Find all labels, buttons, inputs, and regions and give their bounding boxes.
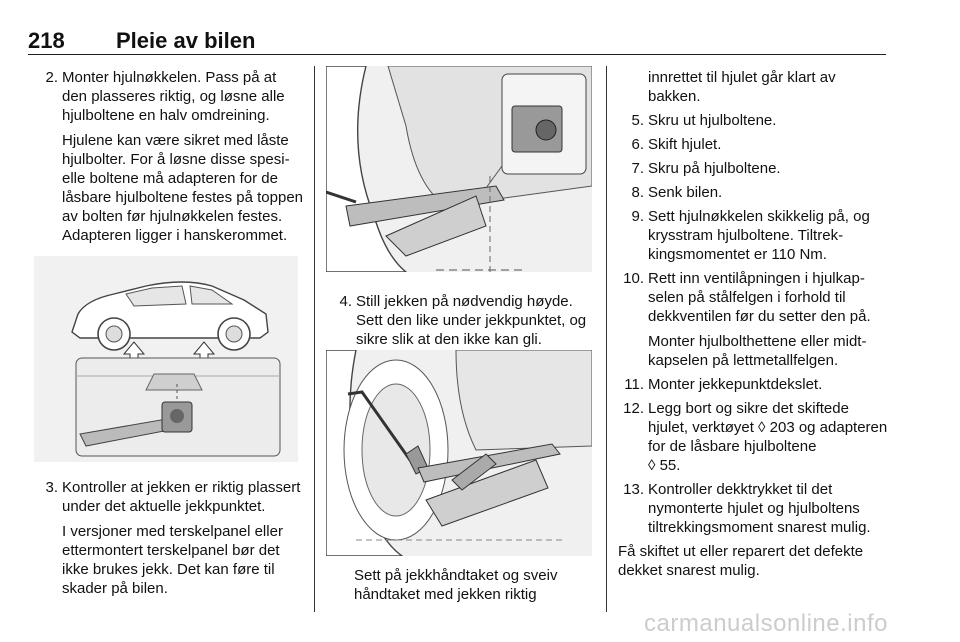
page-header (28, 28, 888, 54)
step-number: 4. (339, 293, 352, 310)
step-12 (618, 399, 890, 475)
step-text: Monter jekkepunktdekslet. (648, 376, 823, 393)
column-2 (330, 292, 592, 354)
step-8 (618, 183, 890, 202)
step-number: 8. (631, 184, 644, 201)
step-10 (618, 269, 890, 370)
step-text: Legg bort og sikre det skiftede hjulet, verktøyet (648, 400, 849, 436)
step-text: Skru på hjulboltene. (648, 160, 781, 177)
step-number: 6. (631, 136, 644, 153)
closing-paragraph: Få skiftet ut eller reparert det defekte dekket snarest mulig. (618, 543, 864, 579)
step-13 (618, 480, 890, 537)
column-divider-1 (314, 66, 315, 612)
step-4 (330, 292, 592, 349)
page-number: 218 (28, 28, 65, 53)
step-text: Sett hjulnøkkelen skikkelig på, og krysstram hjulboltene. Tiltrekkingsmomentet er 110 Nm. (648, 208, 870, 263)
step-note: Monter hjulbolthettene eller midtkapselen på lettmetallfelgen. (648, 333, 867, 369)
step-text: Kontroller at jekken er riktig plassert under det aktuelle jekkpunktet. (62, 479, 301, 515)
step-number: 9. (631, 208, 644, 225)
step-text: Senk bilen. (648, 184, 723, 201)
step-text: Skift hjulet. (648, 136, 722, 153)
page-reference-icon[interactable]: ◊ (758, 419, 766, 436)
step-number: 5. (631, 112, 644, 129)
step-4-continuation: innrettet til hjulet går klart av bakken. (648, 69, 836, 105)
page-reference[interactable]: 55. (655, 457, 681, 474)
step-text: Rett inn ventilåpningen i hjulkapselen på stålfelgen i forhold til dekkventilen før du setter den på. (648, 270, 871, 325)
step-note: Hjulene kan være sikret med låste hjulbolter. For å løsne disse spesielle boltene må adapteren for de låsbare hjulboltene festes på toppen av bolten før hjulnøkkelen festes. Adapteren ligger i hanskerommet. (62, 132, 304, 244)
step-text: Monter hjulnøkkelen. Pass på at den plasseres riktig, og løsne alle hjulboltene en halv omdreining. (62, 69, 285, 124)
step-5 (618, 111, 890, 130)
step-number: 3. (45, 479, 58, 496)
step-number: 12. (623, 400, 644, 417)
chapter-title: Pleie av bilen (116, 28, 256, 53)
jack-under-car-figure (326, 66, 592, 272)
jack-handle-figure (326, 350, 592, 556)
step-2 (36, 68, 304, 245)
step-number: 7. (631, 160, 644, 177)
step-number: 10. (623, 270, 644, 287)
step-3 (36, 478, 304, 598)
page-reference-icon[interactable]: ◊ (648, 457, 656, 474)
column-1-lower (36, 478, 304, 603)
step-11 (618, 375, 890, 394)
step-text: Skru ut hjulboltene. (648, 112, 777, 129)
step-7 (618, 159, 890, 178)
column-3 (618, 68, 890, 580)
step-number: 2. (45, 69, 58, 86)
step-6 (618, 135, 890, 154)
figure-caption: Sett på jekkhåndtaket og sveiv håndtaket med jekken riktig (354, 567, 558, 603)
step-text: Still jekken på nødvendig høyde. Sett den like under jekkpunktet, og sikre slik at den ikke kan gli. (356, 293, 587, 348)
step-note: I versjoner med terskelpanel eller ettermontert terskelpanel bør det ikke brukes jekk. Det kan føre til skader på bilen. (62, 523, 283, 597)
column-divider-2 (606, 66, 607, 612)
watermark: carmanualsonline.info (644, 610, 888, 637)
step-number: 13. (623, 481, 644, 498)
car-jack-point-figure (34, 256, 298, 462)
step-text: Kontroller dekktrykket til det nymonterte hjulet og hjulboltens tiltrekkingsmoment snarest mulig. (648, 481, 871, 536)
column-1 (36, 68, 304, 250)
page-reference[interactable]: 203 og adapteren for de låsbare hjulboltene (648, 419, 888, 455)
header-rule (28, 54, 886, 55)
step-number: 11. (624, 376, 644, 393)
step-9 (618, 207, 890, 264)
